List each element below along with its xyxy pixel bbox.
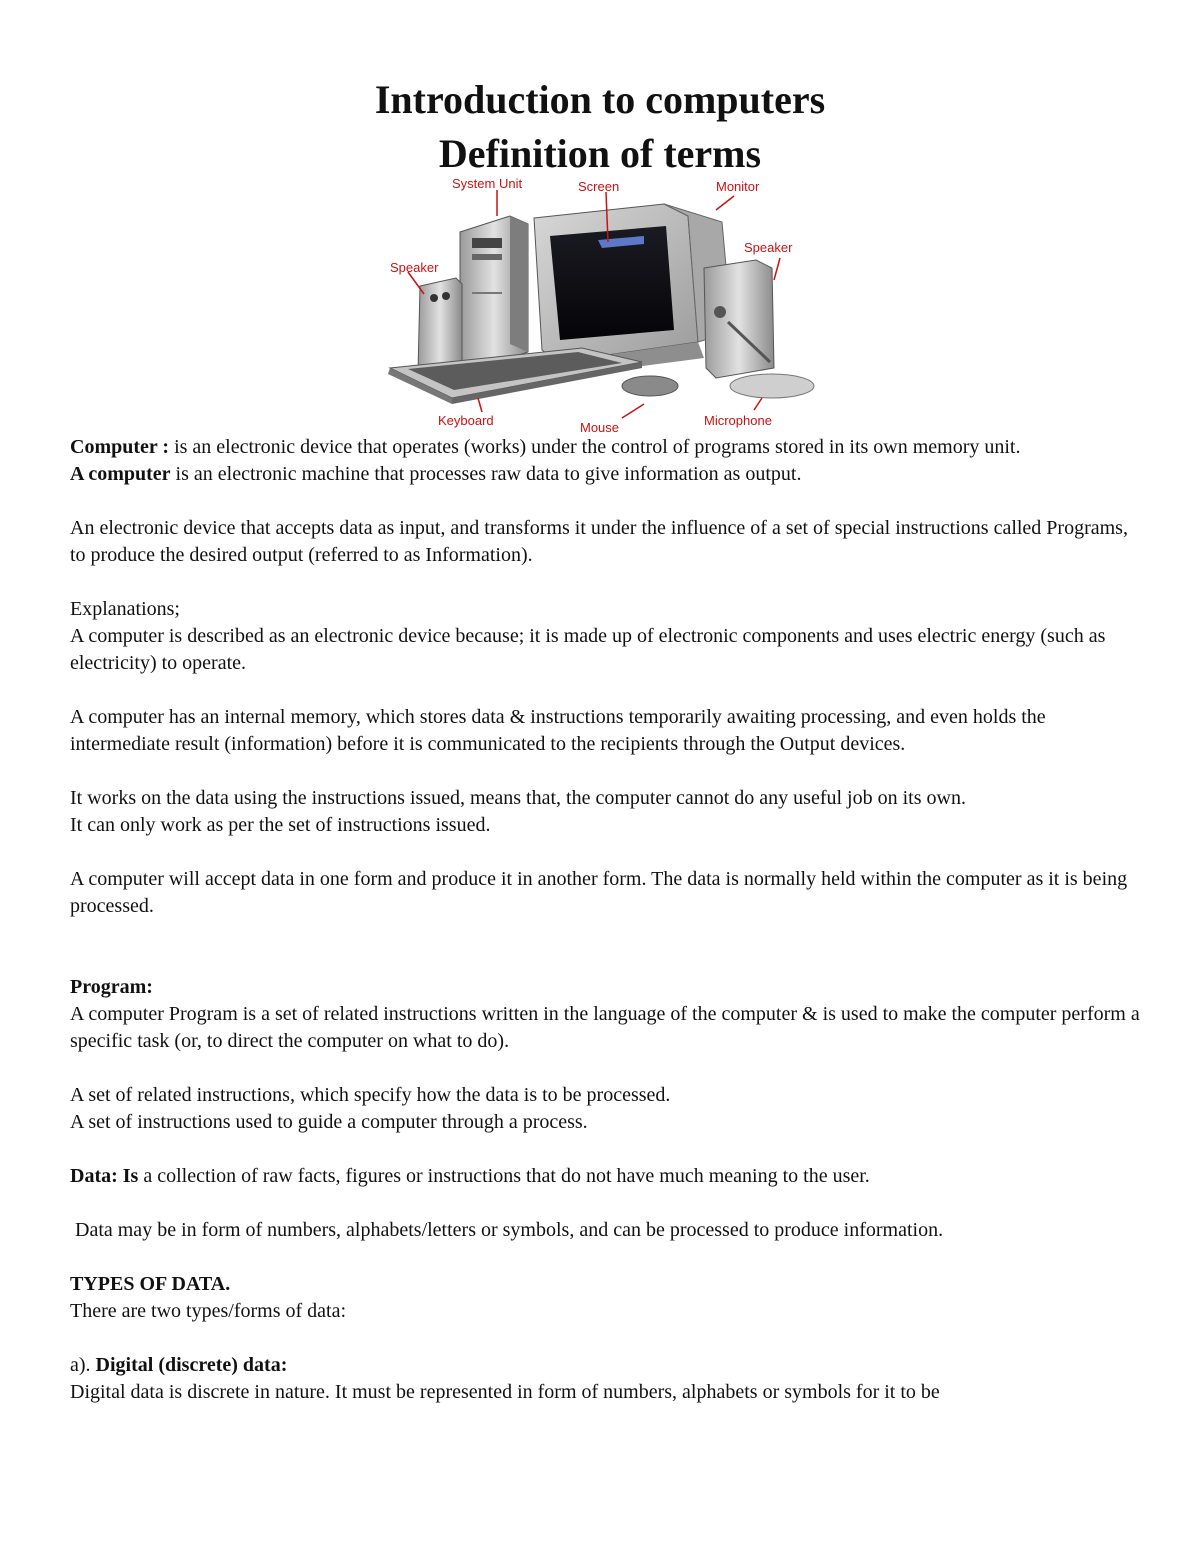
label-mouse: Mouse [580,420,620,434]
label-keyboard: Keyboard [438,413,494,428]
types-intro: There are two types/forms of data: [70,1300,347,1322]
explanation-3a: It works on the data using the instructions issued, means that, the computer cannot do any useful job on its own. [70,787,966,809]
computer-diagram [382,172,822,434]
label-screen: Screen [578,179,620,194]
label-monitor: Monitor [716,179,760,194]
right-speaker [704,260,774,378]
explanation-1: A computer is described as an electronic device because; it is made up of electronic components and uses electric energy (such as electricity) to operate. [70,625,1106,674]
digital-data-heading: a). Digital (discrete) data: [70,1354,288,1376]
term-data: Data: Is [70,1165,139,1187]
page-subtitle: Definition of terms [438,131,762,176]
term-a-computer: A computer [70,463,171,485]
computer-definition-1: Computer : is an electronic device that operates (works) under the control of programs stored in its own memory unit. [70,436,1021,458]
digital-data-definition: Digital data is discrete in nature. It must be represented in form of numbers, alphabets or symbols for it to be [70,1381,940,1403]
types-heading: TYPES OF DATA. [70,1273,231,1295]
program-definition-1: A computer Program is a set of related instructions written in the language of the computer & is used to make the computer perform a specific task (or, to direct the computer on what to do). [70,1003,1140,1052]
label-speaker-right: Speaker [744,240,793,255]
data-definition-2: Data may be in form of numbers, alphabets/letters or symbols, and can be processed to produce information. [70,1219,944,1241]
page-title: Introduction to computers [374,77,826,122]
term-computer: Computer : [70,436,170,458]
explanation-2: A computer has an internal memory, which stores data & instructions temporarily awaiting processing, and even holds the intermediate result (information) before it is communicated to the recipients through the Output devices. [70,706,1046,755]
computer-definition-2: A computer is an electronic machine that processes raw data to give information as output. [70,463,802,485]
label-system-unit: System Unit [452,176,523,191]
label-speaker-left: Speaker [390,260,439,275]
explanation-4: A computer will accept data in one form and produce it in another form. The data is normally held within the computer as it is being processed. [70,868,1128,917]
computer-definition-3: An electronic device that accepts data as input, and transforms it under the influence of a set of special instructions called Programs, to produce the desired output (referred to as Information). [70,517,1128,566]
data-definition-1: Data: Is a collection of raw facts, figures or instructions that do not have much meaning to the user. [70,1165,870,1187]
mouse [622,376,678,396]
document-body [70,434,1140,1406]
program-heading: Program: [70,976,153,998]
explanations-heading: Explanations; [70,598,180,620]
program-definition-3: A set of instructions used to guide a computer through a process. [70,1111,588,1133]
explanation-3b: It can only work as per the set of instructions issued. [70,814,491,836]
system-unit [460,216,528,370]
program-definition-2: A set of related instructions, which specify how the data is to be processed. [70,1084,671,1106]
label-microphone: Microphone [704,413,772,428]
